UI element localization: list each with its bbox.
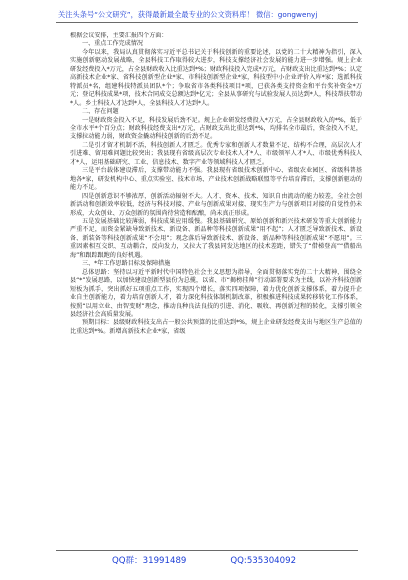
section-heading-3: 三、*年工作思路目标及保障措施 — [82, 260, 171, 268]
section-heading-2: 二、存在问题 — [82, 108, 119, 116]
paragraph-problem-1: 一是财政资金投入不足，科技发展后劲不足。规上企业研发经费投入*万元，占全县财政收入的*%，低于全市水平*个百分点；财政科技经费支出*万元，占财政支出比重达到*%，均排名全市最后，资金投入不足，支撑拉动能力弱，财政资金撬动科技创新的后劲不足。 — [70, 116, 362, 141]
paragraph-problem-5: 五是发展基础比较薄弱，科技成果应用缓慢。我县基础研究、原始创新和新兴技术研发等重大创新能力严重不足，而资金紧缺导致新技术、新设备、新品种等科技创新成果“用不起”；人才匮乏导致新技术、新设备、新装备等科技创新成果“不会用”；观念落后导致新技术、新设备、新品种等科技创新成果“不愿用”。三重因素相互交织、互动耦合，反向发力，又拉大了我县同发达地区的技术差距，错失了“借梯登高”“借船出海”和跟踪跟跑的良好机遇。 — [70, 217, 362, 259]
footer — [0, 555, 408, 567]
footer-divider — [56, 550, 358, 551]
paragraph-intro: 根据会议安排，主要汇报四个方面： — [70, 32, 168, 39]
document-body — [70, 32, 362, 552]
footer-qq: QQ:535304092 — [230, 556, 297, 566]
paragraph-achievements: 今年以来，我局认真贯彻落实习近平总书记关于科技创新的重要论述，以党的二十大精神为指引，深入实施创新驱动发展战略，全县科技工作取得较大进步，科技支撑经济社会发展的能力进一步增强。规上企业研发经费投入*万元，占全县财政收入比重达到*%；财政科技投入完成*万元，占财政支出比重达到*%；认定高新技术企业*家、省科技创新型企业*家、市科技创新型企业*家，科技型中小企业评价入库*家；选派科技特派员*名，组建科技特派员团队*个；争取省市各类科技项目*项，已获各类支持资金和平台奖补资金*万元；登记科技成果*项，技术合同成交总额达到*亿元；全县从事研究与试验发展人员达到*人，科技帮扶带动*人。乡土科技人才达到*人，全县科技人才达到*人。 — [70, 48, 362, 107]
paragraph-problem-3: 三是平台载体建设滞后，支撑带动能力不强。我县现有省级技术创新中心、省级农业园区、省级科普基地各*家，研发机构中心、重点实验室、技术市场、产业技术创新战略联盟等平台培育滞后，支撑创新驱动的能力不足。 — [70, 167, 362, 192]
footer-qq-group: QQ群：31991489 — [111, 556, 187, 566]
header-divider — [56, 22, 358, 23]
paragraph-problem-2: 二是引才留才机制不活，科技创新人才匮乏。优秀专家和创新人才数量不足、结构不合理，高层次人才引进难、留用难问题比较突出；我县现有省级高层次专业技术人才*人、市级领军人才*人、市级优秀科技人才*人，运用基础研究、工业、信息技术、数字产业等领域科技人才匮乏。 — [70, 141, 362, 166]
paragraph-overall-approach: 总体思路：坚持以习近平新时代中国特色社会主义思想为指导，全面贯彻落实党的二十大精神，围绕全县“*”发展思路，以加快建设创新型县份为总揽，以省、市“揭榜挂帅”行动部署要求为主线，以补齐科技创新短板为抓手，突出抓好五项重点工作，实现四个增长，落实四项保障，着力优化创新支撑体系，着力提升企业自主创新能力，着力培育创新人才，着力深化科技体制机制改革，积极推进科技成果转移转化工作体系，按照“以用立业、由智变财”理念，推动良种良法良技的引进、消化、吸收、再创新过程的转化，支撑引领全县经济社会高质量发展。 — [70, 268, 362, 318]
section-heading-1: 一、重点工作完成情况 — [82, 40, 143, 48]
paragraph-problem-4: 四是创新意识不够浓厚，创新活动辐射不大。人才、资本、技术、知识自由流动的能力较差，全社会创新活动和创新效率较低，经济与科技对接、产业与创新成果对接、现实生产力与创新项目对接的自觉性仍未形成，大众创业、万众创新的氛围尚待营造和酝酿，尚未真正形成。 — [70, 192, 362, 217]
paragraph-expected-goals: 预期目标：县级财政科技支出占一般公共预算的比重达到*%，规上企业研发经费支出与地区生产总值的比重达到*%。新增高新技术企业*家，省级 — [70, 319, 362, 335]
header-banner: 关注头条号“公文研究”，获得最新最全最专业的公文资料库！ 微信：gongwenyj — [58, 10, 318, 19]
